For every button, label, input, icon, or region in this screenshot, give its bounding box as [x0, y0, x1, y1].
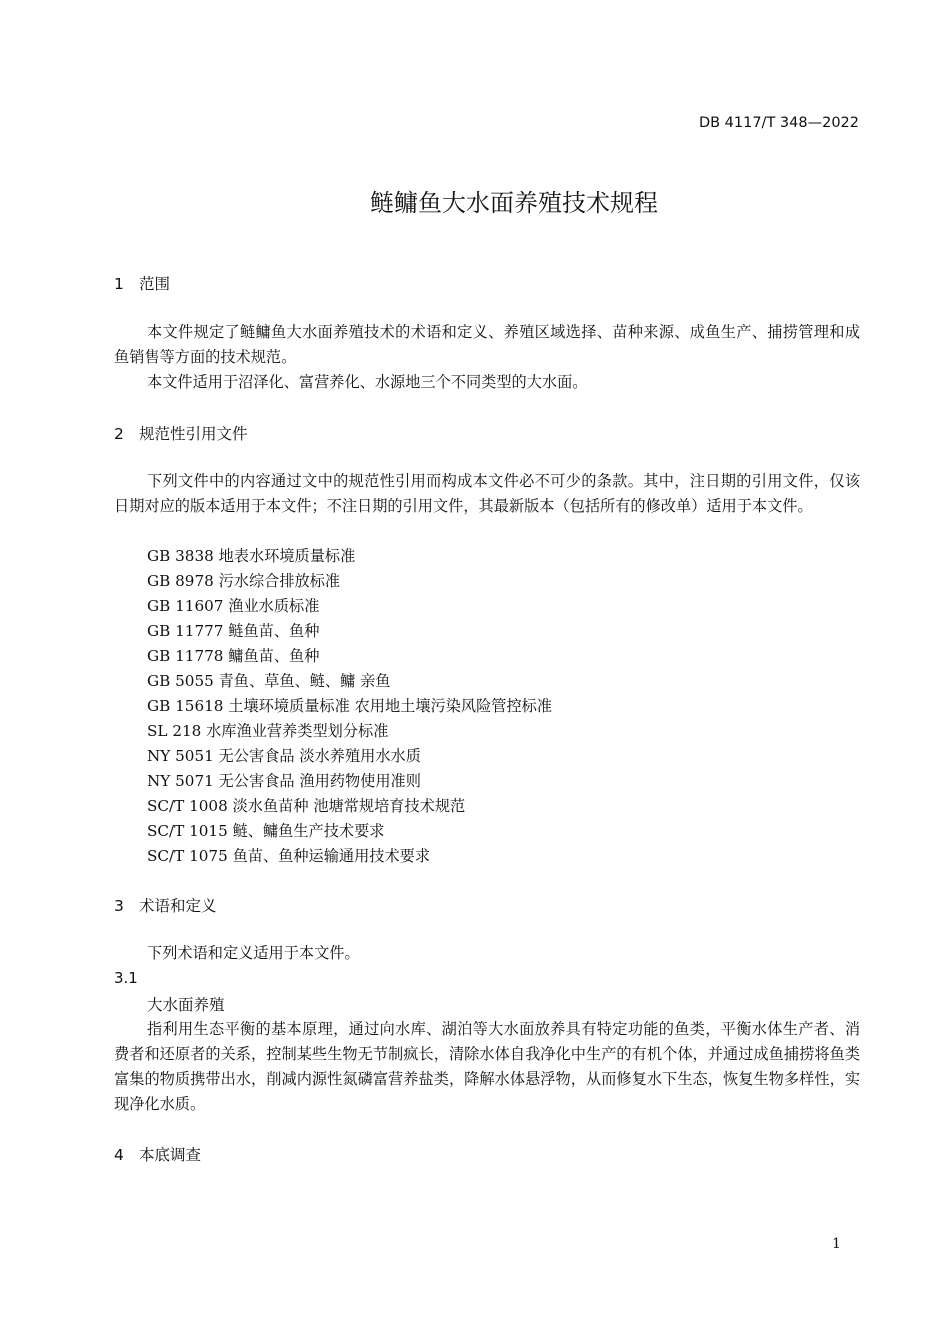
reference-item: GB 11777 鲢鱼苗、鱼种 [147, 622, 320, 640]
page-number: 1 [832, 1236, 841, 1252]
reference-item: GB 5055 青鱼、草鱼、鲢、鳙 亲鱼 [147, 672, 391, 690]
reference-item: SL 218 水库渔业营养类型划分标准 [147, 722, 389, 740]
normative-intro-paragraph: 下列文件中的内容通过文中的规范性引用而构成本文件必不可少的条款。其中，注日期的引用文件，仅该日期对应的版本适用于本文件；不注日期的引用文件，其最新版本（包括所有的修改单）适用于本文件。 [114, 472, 860, 515]
section-title: 规范性引用文件 [139, 425, 248, 443]
reference-item: GB 3838 地表水环境质量标准 [147, 547, 356, 565]
term-definition: 指利用生态平衡的基本原理，通过向水库、湖泊等大水面放养具有特定功能的鱼类，平衡水体生产者、消费者和还原者的关系，控制某些生物无节制疯长，清除水体自我净化中生产的有机个体，并通过成鱼捕捞将鱼类富集的物质携带出水，削减内源性氮磷富营养盐类，降解水体悬浮物，从而修复水下生态，恢复生物多样性，实现净化水质。 [114, 1020, 860, 1113]
section-number: 3 [114, 897, 124, 915]
term-name: 大水面养殖 [147, 996, 225, 1014]
scope-paragraph-1: 本文件规定了鲢鳙鱼大水面养殖技术的术语和定义、养殖区域选择、苗种来源、成鱼生产、捕捞管理和成鱼销售等方面的技术规范。 [114, 323, 860, 366]
section-heading-terms [114, 894, 217, 916]
section-title: 本底调查 [139, 1146, 202, 1164]
term-number: 3.1 [114, 969, 138, 987]
reference-item: GB 11607 渔业水质标准 [147, 597, 320, 615]
document-number: DB 4117/T 348—2022 [698, 115, 859, 131]
reference-item: SC/T 1075 鱼苗、鱼种运输通用技术要求 [147, 847, 431, 865]
reference-item: GB 11778 鳙鱼苗、鱼种 [147, 647, 320, 665]
page-title: 鲢鳙鱼大水面养殖技术规程 [370, 189, 658, 217]
section-heading-normative-references [114, 422, 248, 444]
reference-item: NY 5051 无公害食品 淡水养殖用水水质 [147, 747, 421, 765]
reference-item: SC/T 1008 淡水鱼苗种 池塘常规培育技术规范 [147, 797, 466, 815]
reference-item: GB 8978 污水综合排放标准 [147, 572, 341, 590]
section-title: 范围 [139, 275, 171, 293]
section-number: 2 [114, 425, 124, 443]
terms-intro-paragraph: 下列术语和定义适用于本文件。 [147, 944, 360, 962]
section-heading-baseline-survey [114, 1143, 201, 1165]
section-number: 1 [114, 275, 124, 293]
section-heading-scope [114, 272, 170, 294]
reference-item: NY 5071 无公害食品 渔用药物使用准则 [147, 772, 421, 790]
scope-paragraph-2: 本文件适用于沼泽化、富营养化、水源地三个不同类型的大水面。 [147, 373, 588, 391]
section-number: 4 [114, 1146, 124, 1164]
reference-item: SC/T 1015 鲢、鳙鱼生产技术要求 [147, 822, 385, 840]
reference-item: GB 15618 土壤环境质量标准 农用地土壤污染风险管控标准 [147, 697, 553, 715]
section-title: 术语和定义 [139, 897, 217, 915]
